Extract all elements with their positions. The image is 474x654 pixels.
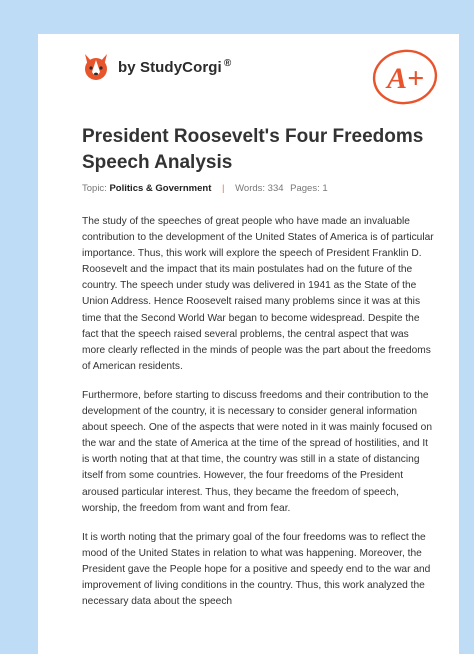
- grade-badge-icon: [369, 46, 441, 113]
- document-meta: [82, 183, 328, 194]
- page-count: Pages: 1: [290, 183, 328, 194]
- document-title: President Roosevelt's Four Freedoms Speech Analysis: [82, 126, 424, 173]
- grade-text: A+: [387, 62, 425, 95]
- corgi-icon: [82, 52, 110, 82]
- brand-name: by StudyCorgi ®: [118, 58, 232, 76]
- meta-divider: |: [222, 183, 225, 194]
- topic-label: Topic:: [82, 183, 107, 194]
- paragraph: It is worth noting that the primary goal of the four freedoms was to reflect the mood of the United States in relation to what was happening. Moreover, the President gave the People hope for a positive and speedy end to the war and improvement of living conditions in the country. Thus, this work analyzed the necessary data about the speech: [82, 531, 431, 608]
- document-body: [82, 214, 434, 623]
- topic-link[interactable]: Politics & Government: [109, 183, 212, 194]
- paragraph: The study of the speeches of great people who have made an invaluable contribution to the development of the United States of America is of particular importance. Thus, this work will explore the speech of President Franklin D. Roosevelt and the impact that its main postulates had on the future of the country. The speech under study was delivered in 1941 as the State of the Union Address. Hence Roosevelt raised many problems since it was at this time that the Second World War began to become widespread. Despite the fact that the speech raised several problems, the central aspect that was more clearly reflected in the minds of people was the part about the freedoms of American residents.: [82, 216, 434, 372]
- studycorgi-logo[interactable]: [82, 52, 231, 82]
- document-page: [38, 34, 459, 654]
- paragraph: Furthermore, before starting to discuss freedoms and their contribution to the development of the country, it is necessary to consider general information about speech. One of the aspects that were noted in it was mainly focused on the war and the state of America at the time of the spread of hostilities, and It is worth noting that at that time, the country was still in a state of distancing itself from some countries. However, the four freedoms of the President aroused particular interest. Thus, they became the freedom of speech, worship, the freedom from want and from fear.: [82, 389, 432, 514]
- word-count: Words: 334: [235, 183, 284, 194]
